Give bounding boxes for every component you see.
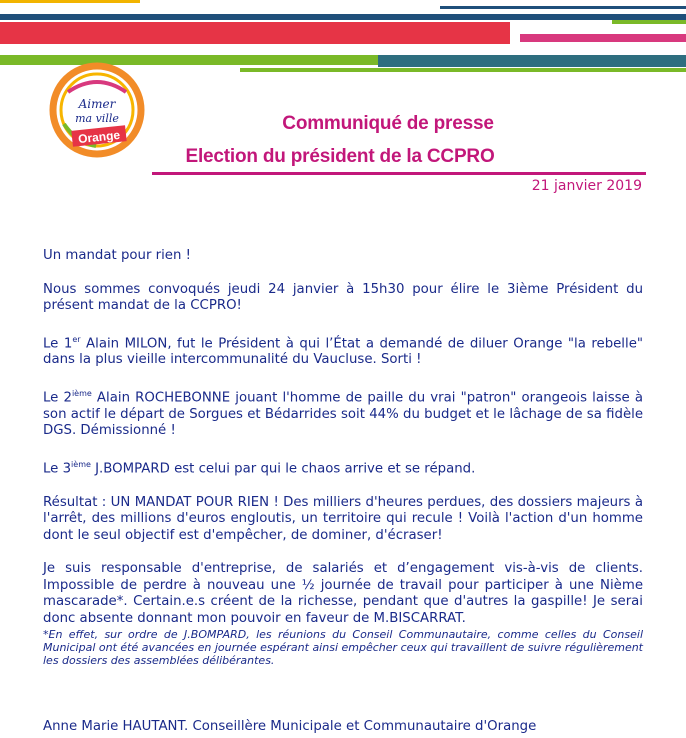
header-stripe-green-thin [240, 68, 686, 72]
paragraph-3: Le 1er Alain MILON, fut le Président à qui l’État a demandé de diluer Orange "la rebelle" dans la plus vieille intercommunalité du Vaucluse. Sorti ! [43, 334, 643, 368]
paragraph-6: Résultat : UN MANDAT POUR RIEN ! Des milliers d'heures perdues, des dossiers majeurs à l'arrêt, des millions d'euros engloutis, un territoire qui recule ! Voilà l'action d'un homme dont le seul objectif est d'empêcher, de dominer, d'écraser! [43, 494, 643, 543]
paragraph-7: Je suis responsable d'entreprise, de salariés et d’engagement vis-à-vis de clients. Impossible de perdre à nouveau une ½ journée de travail pour participer à une Nième mascarade*. Certain.e.s créent de la richesse, pendant que d'autres la gaspille! Je serai donc absente donnant mon pouvoir en faveur de M.BISCARRAT. [43, 561, 643, 626]
date: 21 janvier 2019 [531, 178, 642, 194]
header-stripe-yellow [0, 0, 140, 3]
logo-banner: Orange [77, 127, 121, 147]
header-stripe-red [0, 22, 510, 44]
signature: Anne Marie HAUTANT. Conseillère Municipale et Communautaire d'Orange [43, 719, 537, 734]
logo-line2: ma ville [75, 112, 119, 125]
logo-line1: Aimer [78, 97, 116, 111]
header-stripe-green-small [612, 20, 686, 24]
paragraph-2: Nous sommes convoqués jeudi 24 janvier à 15h30 pour élire le 3ième Président du présent mandat de la CCPRO! [43, 281, 643, 313]
paragraph-4: Le 2ième Alain ROCHEBONNE jouant l'homme de paille du vrai "patron" orangeois laisse à son actif le départ de Sorgues et Bédarrides soit 44% du budget et le lâchage de sa fidèle DGS. Démissionné ! [43, 388, 644, 439]
paragraph-1: Un mandat pour rien ! [43, 248, 191, 263]
page-title-line1: Communiqué de presse [282, 113, 494, 134]
paragraph-5: Le 3ième J.BOMPARD est celui par qui le chaos arrive et se répand. [43, 459, 476, 477]
footnote: *En effet, sur ordre de J.BOMPARD, les réunions du Conseil Communautaire, comme celles du Conseil Municipal ont été avancées en journée espérant ainsi empêcher ceux qui travaillent de suivre régulièrement les dossiers des assemblées délibérantes. [43, 628, 643, 667]
body-text [43, 248, 643, 644]
header-stripe-pink [520, 34, 686, 42]
header-stripe-teal [378, 55, 686, 67]
header-stripe-navy [0, 14, 686, 20]
header-stripe-navy-thin [440, 6, 686, 9]
page-title-line2: Election du président de la CCPRO [185, 146, 495, 167]
title-underline [152, 172, 646, 175]
